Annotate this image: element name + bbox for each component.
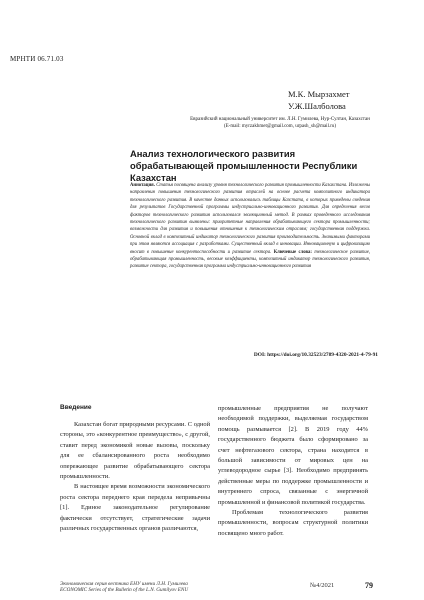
abstract-text: Статья посвящена анализу уровня технологического развития промышленности Казахстана. Изложены направления повышения технологического развития отраслей на основе расчета композитного индикатора технологического развития. В качестве данных использовались таблицы Казстата, в которых приведены сведения для результатов Государственной программы индустриально-инновационного развития. Для определения весов факторов технологического развития использовался эволюционный метод. В рамках проведенного исследования технологического развития выявлены: приоритетные направления обрабатывающего сектора промышленности; возможности для развития и повышения отношения к технологическим отраслям; государственная поддержка. Основной вклад в композитный индикатор технологического развития производительность. Значимыми факторами при этом являются ассоциация с разработками. Существенный вклад в инновации. Инновационную и цифровизацию вносит в повышение конкурентоспособности и развитие сектора. — [130, 183, 370, 255]
keywords-text: технологическое развитие, обрабатывающая промышленность, весовые коэффициенты, композитный индикатор технологического развития, развитие сектора, государственная программа индустриально-инновационного развития — [130, 249, 371, 270]
authors — [288, 88, 378, 112]
issue-number: №4/2021 — [310, 582, 335, 589]
page-number: 79 — [365, 581, 373, 590]
article-title: Анализ технологического развития обрабатывающей промышленности Республики Казахстан — [130, 148, 358, 183]
author-2: У.Ж.Шалболова — [288, 101, 346, 111]
journal-name-en: ECONOMIC Series of the Bulletin of the L.N. Gumilyov ENU — [60, 587, 189, 594]
abstract-block — [130, 182, 370, 271]
affiliation-text: Евразийский национальный университет им. Л.Н. Гумилева, Нур-Султан, Казахстан — [190, 117, 370, 122]
paragraph: В настоящее время возможности экономического роста сектора переднего края передела непривычны [1]. Единое законодательное регулирование фактически отсутствует, стратегические задачи различных государственных органов различаются, — [60, 483, 210, 533]
author-1: М.К. Мырзахмет — [288, 89, 350, 99]
udc-code: МРНТИ 06.71.03 — [10, 55, 64, 63]
abstract-label: Аннотация. — [130, 183, 155, 188]
left-column — [60, 420, 210, 534]
keywords-label: Ключевые слова: — [273, 249, 312, 255]
journal-name-ru: Экономическая серия вестника ЕНУ имени Л.Н. Гумилева — [60, 581, 188, 587]
author-emails: (E-mail: myrzakhmet@gmail.com, urpash_sh@mail.ru) — [223, 124, 337, 129]
paragraph: промышленные предприятия не получают необходимой поддержки, выделяемая государством помощь размывается [2]. В 2019 году 44% государственного бюджета было сформировано за счет нефтегазового сектора, страна находится в большой зависимости от мировых цен на углеводородное сырье [3]. Необходимо предпринять действенные меры по поддержке промышленности и внутреннего спроса, связанные с энергичной промышленной и финансовой политикой государства. — [218, 405, 368, 506]
section-heading: Введение — [60, 404, 92, 411]
doi-link[interactable]: DOI: https://doi.org/10.32523/2789-4320-2021-4-79-91 — [253, 352, 378, 358]
right-column — [218, 404, 368, 539]
journal-name — [60, 581, 188, 594]
paragraph: Казахстан богат природными ресурсами. С одной стороны, это «конкурентное преимущество», с другой, ставит перед экономикой новые вызовы, поскольку для ее сбалансированного роста необходимо опережающее развитие обрабатывающего сектора промышленности. — [60, 421, 210, 481]
paragraph: Проблемам технологического развития промышленности, вопросам структурной политики посвящено много работ. — [218, 509, 368, 537]
affiliation — [182, 116, 378, 130]
